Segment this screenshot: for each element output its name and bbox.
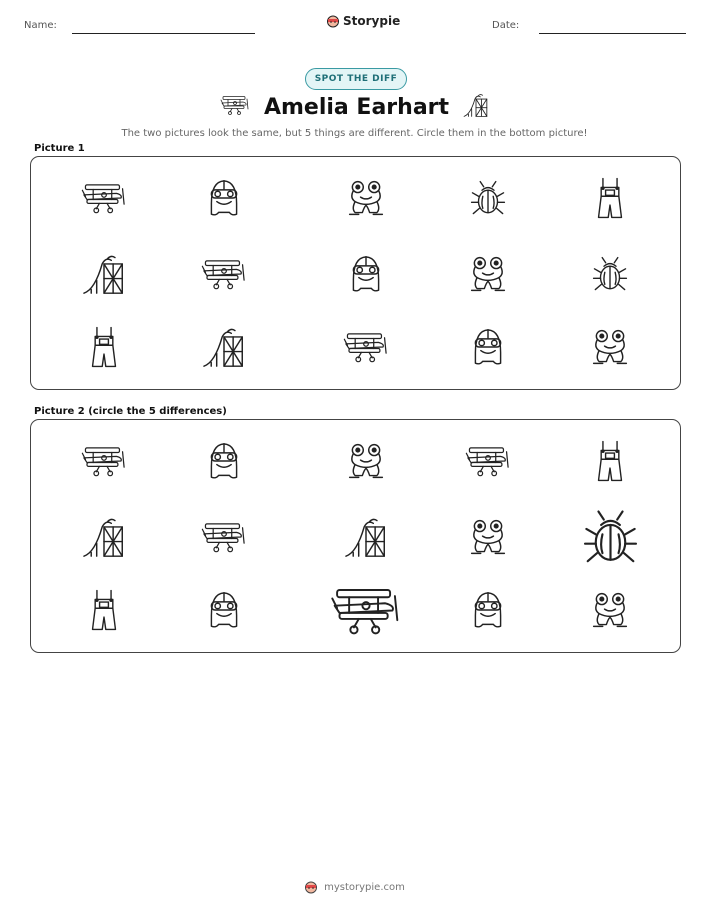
date-line	[539, 33, 686, 34]
biplane-icon[interactable]	[80, 444, 128, 478]
beetle-icon	[469, 178, 507, 218]
rollercoaster-icon[interactable]	[82, 516, 126, 558]
biplane-icon[interactable]	[329, 584, 403, 637]
spot-the-diff-badge: SPOT THE DIFF	[305, 68, 407, 90]
beetle-icon[interactable]	[581, 506, 640, 568]
overalls-icon[interactable]	[89, 587, 119, 633]
footer-site: mystorypie.com	[324, 881, 405, 893]
rollercoaster-icon[interactable]	[344, 516, 388, 558]
aviator-helmet-icon[interactable]	[470, 588, 506, 632]
aviator-helmet-icon[interactable]	[206, 588, 242, 632]
rollercoaster-icon	[463, 92, 489, 124]
biplane-icon	[220, 94, 250, 122]
biplane-icon	[200, 257, 248, 291]
storypie-mascot-icon	[304, 880, 318, 894]
overalls-icon	[595, 175, 625, 221]
frog-icon	[346, 177, 386, 219]
date-label: Date:	[492, 20, 520, 31]
biplane-icon[interactable]	[464, 444, 512, 478]
footer	[0, 880, 709, 894]
picture-1-label: Picture 1	[34, 143, 85, 154]
picture-2-panel[interactable]	[30, 419, 681, 653]
name-line	[72, 33, 255, 34]
page-title	[0, 92, 709, 124]
rollercoaster-icon	[82, 253, 126, 295]
beetle-icon	[591, 254, 629, 294]
picture-1-panel	[30, 156, 681, 390]
aviator-helmet-icon	[348, 252, 384, 296]
frog-icon[interactable]	[590, 589, 630, 631]
brand-logo	[326, 14, 400, 28]
frog-icon[interactable]	[346, 440, 386, 482]
frog-icon	[468, 253, 508, 295]
aviator-helmet-icon	[470, 325, 506, 369]
instructions: The two pictures look the same, but 5 things are different. Circle them in the bottom picture!	[121, 128, 588, 139]
title-text: Amelia Earhart	[263, 95, 450, 120]
biplane-icon	[342, 330, 390, 364]
frog-icon	[590, 326, 630, 368]
biplane-icon[interactable]	[200, 520, 248, 554]
frog-icon[interactable]	[468, 516, 508, 558]
brand-name: Storypie	[343, 14, 401, 28]
rollercoaster-icon	[202, 326, 246, 368]
aviator-helmet-icon	[206, 176, 242, 220]
overalls-icon[interactable]	[595, 438, 625, 484]
name-label: Name:	[24, 20, 57, 31]
biplane-icon	[80, 181, 128, 215]
picture-2-label: Picture 2 (circle the 5 differences)	[34, 406, 227, 417]
aviator-helmet-icon[interactable]	[206, 439, 242, 483]
storypie-mascot-icon	[326, 14, 340, 28]
overalls-icon	[89, 324, 119, 370]
